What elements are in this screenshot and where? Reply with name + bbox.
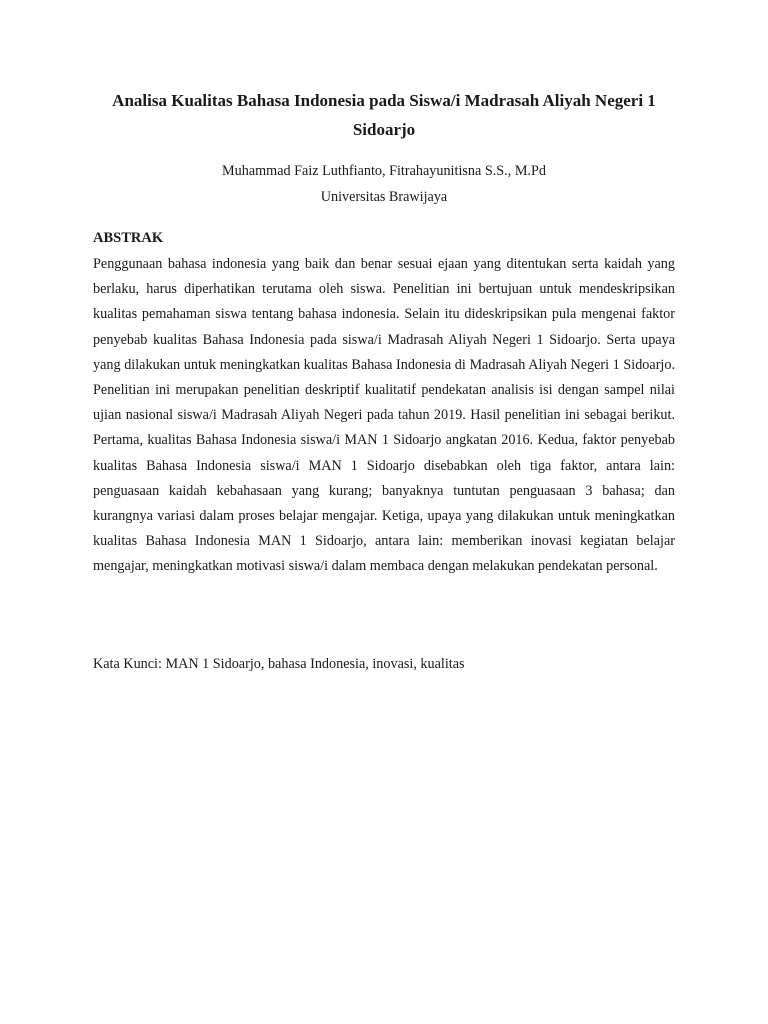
paper-title: Analisa Kualitas Bahasa Indonesia pada Siswa/i Madrasah Aliyah Negeri 1 Sidoarjo <box>112 91 656 139</box>
affiliation: Universitas Brawijaya <box>320 189 448 205</box>
author-list: Muhammad Faiz Luthfianto, Fitrahayunitisna S.S., M.Pd <box>222 163 546 179</box>
abstract-body: Penggunaan bahasa indonesia yang baik dan benar sesuai ejaan yang ditentukan serta kaidah yang berlaku, harus diperhatikan terutama oleh siswa. Penelitian ini bertujuan untuk mendeskripsikan kualitas pemahaman siswa tentang bahasa indonesia. Selain itu dideskripsikan pula mengenai faktor penyebab kualitas Bahasa Indonesia pada siswa/i Madrasah Aliyah Negeri 1 Sidoarjo. Serta upaya yang dilakukan untuk meningkatkan kualitas Bahasa Indonesia di Madrasah Aliyah Negeri 1 Sidoarjo. Penelitian ini merupakan penelitian deskriptif kualitatif pendekatan analisis isi dengan sampel nilai ujian nasional siswa/i Madrasah Aliyah Negeri pada tahun 2019. Hasil penelitian ini sebagai berikut. Pertama, kualitas Bahasa Indonesia siswa/i MAN 1 Sidoarjo angkatan 2016. Kedua, faktor penyebab kualitas Bahasa Indonesia siswa/i MAN 1 Sidoarjo disebabkan oleh tiga faktor, antara lain: penguasaan kaidah kebahasaan yang kurang; banyaknya tuntutan penguasaan 3 bahasa; dan kurangnya variasi dalam proses belajar mengajar. Ketiga, upaya yang dilakukan untuk meningkatkan kualitas Bahasa Indonesia MAN 1 Sidoarjo, antara lain: memberikan inovasi kegiatan belajar mengajar, meningkatkan motivasi siswa/i dalam membaca dengan melakukan pendekatan personal. <box>93 256 675 575</box>
keywords: Kata Kunci: MAN 1 Sidoarjo, bahasa Indonesia, inovasi, kualitas <box>93 656 465 672</box>
abstract-heading: ABSTRAK <box>93 230 164 246</box>
